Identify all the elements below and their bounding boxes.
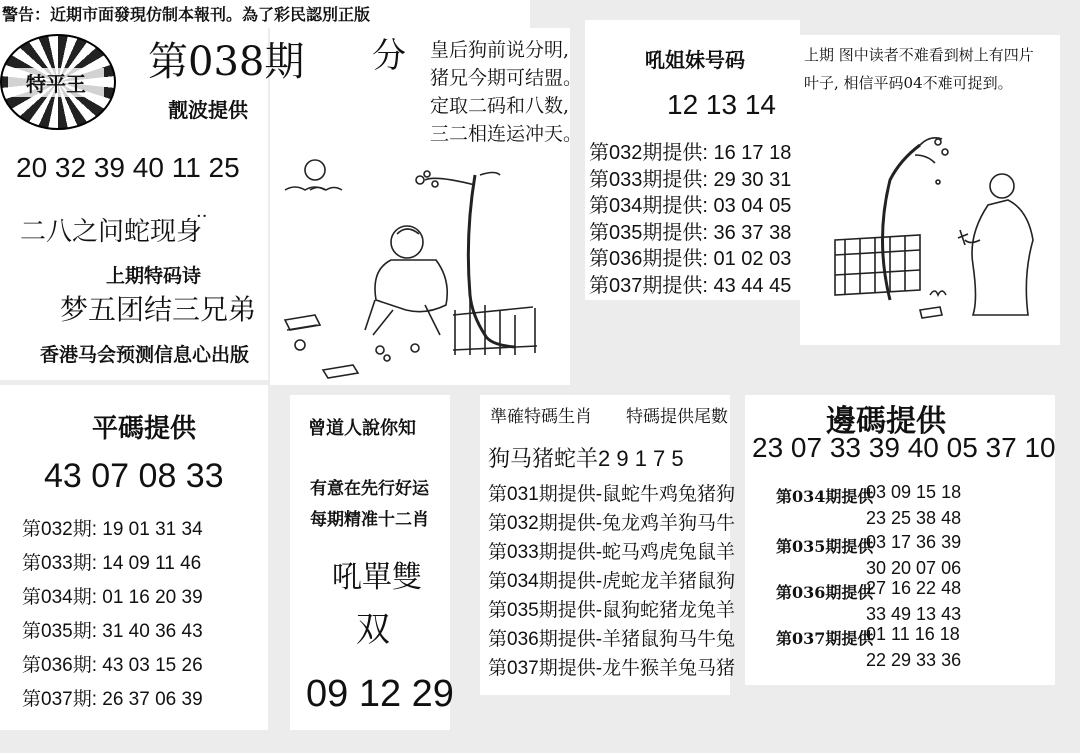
zodiac-history-row: 第037期提供-龙牛猴羊兔马猪 <box>488 658 736 679</box>
zodiac-history-row: 第034期提供-虎蛇龙羊猪鼠狗 <box>488 571 736 592</box>
sister-history-row: 第033期提供: 29 30 31 <box>589 168 792 191</box>
sister-history-row: 第032期提供: 16 17 18 <box>589 142 792 164</box>
pingma-history-row: 第035期: 31 40 36 43 <box>22 621 203 642</box>
issue-provider: 靓波提供 <box>168 98 248 122</box>
bianma-group-label: 第036期提供 <box>776 583 874 602</box>
zodiac-history-row: 第033期提供-蛇马鸡虎兔鼠羊 <box>488 542 736 563</box>
pingma-history <box>22 513 203 717</box>
poem-line: 皇后狗前说分明, <box>430 39 570 61</box>
pingma-history-row: 第033期: 14 09 11 46 <box>22 553 202 574</box>
pingma-history-row: 第037期: 26 37 06 39 <box>22 689 203 710</box>
issue-title: 第038期 <box>148 39 305 85</box>
bianma-group-row1: 27 16 22 48 <box>866 578 962 598</box>
zodiac-history-row: 第036期提供-羊猪鼠狗马牛兔 <box>488 629 736 650</box>
daoren-dan-label: 吼單雙 <box>332 560 422 595</box>
bianma-group-label: 第035期提供 <box>776 537 874 556</box>
bianma-group-label: 第034期提供 <box>776 487 874 506</box>
daoren-line2: 每期精准十二肖 <box>310 510 429 530</box>
sister-history <box>589 140 791 299</box>
sister-history-row: 第035期提供: 36 37 38 <box>589 221 792 244</box>
sister-history-row: 第034期提供: 03 04 05 <box>589 195 792 217</box>
snake-dots: ·· <box>196 206 208 227</box>
bianma-group-row1: 03 17 36 39 <box>866 532 962 552</box>
illustration-boy-tree <box>275 160 565 385</box>
poem-line: 猪兄今期可结盟。 <box>430 67 583 89</box>
zodiac-history <box>488 480 735 683</box>
sister-numbers: 12 13 14 <box>667 89 776 120</box>
fen-char: 分 <box>372 36 406 76</box>
bianma-group-row1: 01 11 16 18 <box>866 624 960 644</box>
logo-text: 特平王 <box>8 68 104 97</box>
pingma-history-row: 第034期: 01 16 20 39 <box>22 587 203 608</box>
bianma-title: 邊碼提供 <box>826 404 946 439</box>
top-numbers: 20 32 39 40 11 25 <box>16 152 240 183</box>
bianma-group-row2: 22 29 33 36 <box>866 650 962 670</box>
poem-line: 三二相连运冲天。 <box>430 123 583 145</box>
zodiac-head1: 準確特碼生肖 <box>490 407 592 427</box>
last-pic-line2: 叶子, 相信平码04不难可捉到。 <box>804 74 1013 92</box>
pingma-title: 平碼提供 <box>92 414 197 444</box>
source-text: 香港马会预测信息心出版 <box>40 344 250 366</box>
bianma-group-row2: 23 25 38 48 <box>866 508 962 528</box>
zodiac-history-row: 第032期提供-兔龙鸡羊狗马牛 <box>488 513 736 534</box>
last-poem-line: 梦五团结三兄弟 <box>60 293 257 326</box>
sister-title: 吼姐妹号码 <box>645 48 745 72</box>
snake-text: 二八之问蛇现身 <box>20 217 203 247</box>
daoren-numbers: 09 12 29 <box>306 673 454 715</box>
poem-line: 定取二码和八数, <box>430 95 570 117</box>
pingma-history-row: 第032期: 19 01 31 34 <box>22 519 203 540</box>
sister-history-row: 第036期提供: 01 02 03 <box>589 248 792 270</box>
poem-block <box>430 36 582 148</box>
pingma-numbers: 43 07 08 33 <box>44 457 224 495</box>
pingma-history-row: 第036期: 43 03 15 26 <box>22 655 203 676</box>
bianma-group-label: 第037期提供 <box>776 629 874 648</box>
zodiac-head2: 特碼提供尾數 <box>626 407 728 427</box>
last-pic-line1: 上期 图中读者不难看到树上有四片 <box>804 46 1034 64</box>
daoren-line1: 有意在先行好运 <box>310 479 429 499</box>
zodiac-history-row: 第035期提供-鼠狗蛇猪龙兔羊 <box>488 600 736 621</box>
warning-text: 警告：近期市面發現仿制本報刊。為了彩民認別正版 <box>2 5 371 24</box>
sister-history-row: 第037期提供: 43 44 45 <box>589 274 792 297</box>
daoren-dan-value: 双 <box>356 610 390 650</box>
bianma-group-row2: 33 49 13 43 <box>866 604 962 624</box>
zodiac-current: 狗马猪蛇羊2 9 1 7 5 <box>488 446 684 471</box>
bianma-group-row2: 30 20 07 06 <box>866 558 962 578</box>
illustration-monk-tree <box>830 130 1050 330</box>
bianma-numbers: 23 07 33 39 40 05 37 10 <box>752 432 1056 463</box>
logo <box>0 34 116 130</box>
daoren-title: 曾道人說你知 <box>308 418 416 439</box>
bianma-group-row1: 03 09 15 18 <box>866 482 962 502</box>
zodiac-history-row: 第031期提供-鼠蛇牛鸡兔猪狗 <box>488 484 736 505</box>
last-poem-label: 上期特码诗 <box>106 265 202 287</box>
